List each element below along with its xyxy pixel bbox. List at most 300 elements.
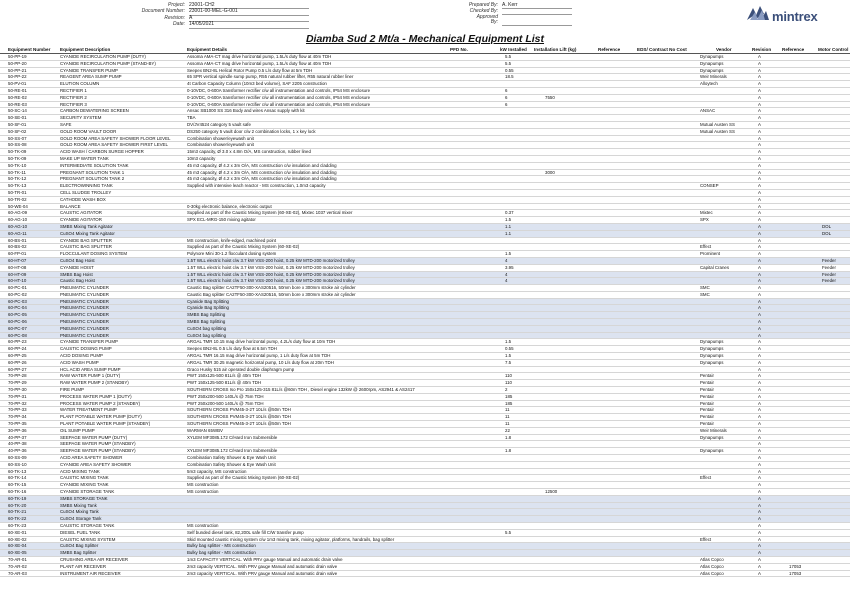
cell-equipment-details: Combination Safety Shower & Eye Wash Unit bbox=[187, 455, 276, 461]
table-row[interactable] bbox=[0, 414, 850, 421]
cell-vendor: Effect bbox=[700, 475, 712, 481]
cell-revision: A bbox=[758, 475, 761, 481]
cell-equipment-number: 50-RE-02 bbox=[8, 94, 27, 100]
table-row[interactable] bbox=[0, 231, 850, 238]
table-row[interactable] bbox=[0, 149, 850, 156]
cell-equipment-description: CuSO4 Bag Hoist bbox=[60, 257, 95, 263]
cell-equipment-number: 70-AR-01 bbox=[8, 556, 27, 562]
table-row[interactable] bbox=[0, 455, 850, 462]
cell-vendor: Dynapumps bbox=[700, 353, 724, 359]
cell-equipment-details: SPX ECL-MRG-150 mixing agitator bbox=[187, 217, 256, 223]
table-row[interactable] bbox=[0, 108, 850, 115]
table-row[interactable] bbox=[0, 353, 850, 360]
table-row[interactable] bbox=[0, 190, 850, 197]
table-row[interactable] bbox=[0, 197, 850, 204]
col-vendor: Vendor bbox=[716, 47, 732, 52]
cell-revision: A bbox=[758, 264, 761, 270]
cell-equipment-description: REAGENT AREA SUMP PUMP bbox=[60, 74, 122, 80]
cell-equipment-number: 50-TK-13 bbox=[8, 183, 27, 189]
cell-equipment-description: PLANT AIR RECEIVER bbox=[60, 563, 107, 569]
table-row[interactable] bbox=[0, 115, 850, 122]
cell-equipment-details: Combination shower/eyewash unit bbox=[187, 135, 254, 141]
cell-equipment-details: WARMAN 65WBV bbox=[187, 427, 223, 433]
cell-revision: A bbox=[758, 169, 761, 175]
table-row[interactable] bbox=[0, 319, 850, 326]
table-row[interactable] bbox=[0, 54, 850, 61]
cell-vendor: Alloytech bbox=[700, 81, 718, 87]
cell-equipment-details: Seepex BN2-8L Helical Rotor Pump 0.5 L/s duty flow at 5m TDH bbox=[187, 67, 313, 73]
cell-revision: A bbox=[758, 251, 761, 257]
cell-equipment-number: 60-TK-14 bbox=[8, 475, 27, 481]
table-row[interactable] bbox=[0, 441, 850, 448]
cell-equipment-number: 60-XE-05 bbox=[8, 550, 27, 556]
document-number-value: 23001-00-MEL-G-001 bbox=[189, 9, 309, 15]
cell-equipment-description: GOLD ROOM AREA SAFETY SHOWER FLOOR LEVEL bbox=[60, 135, 171, 141]
cell-equipment-description: PREGNANT SOLUTION TANK 1 bbox=[60, 169, 125, 175]
table-row[interactable] bbox=[0, 360, 850, 367]
revision-value: A bbox=[189, 16, 309, 22]
table-row[interactable] bbox=[0, 224, 850, 231]
cell-kw-installed: 6 bbox=[505, 101, 508, 107]
table-row[interactable] bbox=[0, 407, 850, 414]
table-row[interactable] bbox=[0, 503, 850, 510]
cell-revision: A bbox=[758, 482, 761, 488]
table-row[interactable] bbox=[0, 272, 850, 279]
table-row[interactable] bbox=[0, 401, 850, 408]
cell-equipment-details: CuSO4 bag splitting bbox=[187, 325, 227, 331]
cell-revision: A bbox=[758, 54, 761, 59]
cell-equipment-description: PNEUMATIC CYLINDER bbox=[60, 285, 109, 291]
cell-revision: A bbox=[758, 414, 761, 420]
cell-revision: A bbox=[758, 298, 761, 304]
table-row[interactable] bbox=[0, 387, 850, 394]
cell-equipment-description: CAUSTIC AGITATOR bbox=[60, 210, 102, 216]
table-header bbox=[0, 46, 850, 54]
cell-equipment-number: 50-SF-01 bbox=[8, 121, 27, 127]
cell-equipment-description: CYANIDE MIXING TANK bbox=[60, 482, 109, 488]
table-row[interactable] bbox=[0, 482, 850, 489]
cell-kw-installed: 110 bbox=[505, 380, 512, 386]
cell-equipment-description: FLOCCULANT DOSING SYSTEM bbox=[60, 251, 128, 257]
cell-equipment-description: SMBS Bag Hoist bbox=[60, 271, 93, 277]
table-row[interactable] bbox=[0, 516, 850, 523]
cell-equipment-details: Cyanide Bag Splitting bbox=[187, 305, 229, 311]
document-info bbox=[120, 3, 309, 29]
cell-revision: A bbox=[758, 529, 761, 535]
cell-equipment-description: CYANIDE HOIST bbox=[60, 264, 94, 270]
cell-equipment-number: 50-PV-01 bbox=[8, 81, 27, 87]
cell-revision: A bbox=[758, 162, 761, 168]
cell-equipment-description: CuSO4 Mixing Tank Agitator bbox=[60, 230, 115, 236]
cell-revision: A bbox=[758, 373, 761, 379]
table-row[interactable] bbox=[0, 421, 850, 428]
table-row[interactable] bbox=[0, 435, 850, 442]
cell-equipment-number: 60-PP-25 bbox=[8, 353, 27, 359]
cell-kw-installed: 1.1 bbox=[505, 223, 512, 229]
cell-revision: A bbox=[758, 536, 761, 542]
cell-equipment-description: SAFE bbox=[60, 121, 72, 127]
cell-vendor: Dynapumps bbox=[700, 434, 724, 440]
cell-equipment-description: RAW WATER PUMP 2 (STANDBY) bbox=[60, 380, 129, 386]
cell-equipment-description: CYANIDE AREA SAFETY SHOWER bbox=[60, 461, 132, 467]
cell-equipment-description: CYANIDE BAG SPLITTER bbox=[60, 237, 112, 243]
table-row[interactable] bbox=[0, 469, 850, 476]
cell-equipment-number: 60-PC-05 bbox=[8, 312, 27, 318]
cell-revision: A bbox=[758, 434, 761, 440]
cell-equipment-description: PLANT POTABLE WATER PUMP (DUTY) bbox=[60, 414, 142, 420]
table-row[interactable] bbox=[0, 346, 850, 353]
table-row[interactable] bbox=[0, 88, 850, 95]
cell-equipment-details: 2m3 capacity VERTICAL. With PRV gauge Manual and automatic drain valve bbox=[187, 563, 338, 569]
cell-equipment-number: 60-PC-06 bbox=[8, 319, 27, 325]
cell-equipment-details: SMBS Bag Splitting bbox=[187, 319, 226, 325]
cell-equipment-description: SMBS STORAGE TANK bbox=[60, 495, 108, 501]
mintrex-logo-mark-icon bbox=[744, 2, 770, 24]
cell-vendor: Dynapumps bbox=[700, 54, 724, 59]
cell-revision: A bbox=[758, 427, 761, 433]
table-row[interactable] bbox=[0, 394, 850, 401]
table-row[interactable] bbox=[0, 530, 850, 537]
cell-equipment-details: PWT 150x125-500 81L/s @ 40m TDH bbox=[187, 380, 262, 386]
table-row[interactable] bbox=[0, 292, 850, 299]
cell-kw-installed: 1.5 bbox=[505, 353, 512, 359]
table-row[interactable] bbox=[0, 170, 850, 177]
mintrex-logo bbox=[744, 2, 834, 26]
cell-equipment-description: SMBS Bag Splitter bbox=[60, 550, 97, 556]
cell-equipment-number: 60-PP-26 bbox=[8, 359, 27, 365]
cell-equipment-number: 60-XE-02 bbox=[8, 536, 27, 542]
cell-equipment-details: 0-30kg electronic balance, electronic output bbox=[187, 203, 272, 209]
cell-revision: A bbox=[758, 448, 761, 454]
cell-equipment-number: 60-XE-04 bbox=[8, 543, 27, 549]
cell-kw-installed: 3.95 bbox=[505, 264, 514, 270]
table-row[interactable] bbox=[0, 217, 850, 224]
table-row[interactable] bbox=[0, 571, 850, 578]
cell-installation-lift: 12500 bbox=[545, 489, 558, 494]
cell-equipment-description: ACID WASH PUMP bbox=[60, 359, 99, 365]
table-row[interactable] bbox=[0, 204, 850, 211]
cell-kw-installed: 5.5 bbox=[505, 54, 512, 59]
cell-equipment-description: PNEUMATIC CYLINDER bbox=[60, 325, 109, 331]
cell-equipment-description: FIRE PUMP bbox=[60, 387, 84, 393]
table-row[interactable] bbox=[0, 129, 850, 136]
cell-equipment-number: 50-TR-02 bbox=[8, 196, 27, 202]
cell-equipment-number: 40-PP-38 bbox=[8, 441, 27, 447]
table-row[interactable] bbox=[0, 68, 850, 75]
cell-vendor: Pentair bbox=[700, 393, 714, 399]
cell-equipment-number: 70-PP-32 bbox=[8, 400, 27, 406]
cell-equipment-number: 50-SC-14 bbox=[8, 108, 27, 114]
col-reference-2: Reference bbox=[782, 47, 805, 52]
cell-equipment-number: 50-TK-09 bbox=[8, 149, 27, 155]
cell-revision: A bbox=[758, 522, 761, 528]
cell-equipment-details: Supplied as part of the Caustic Mixing System (60-XE-02), Mixtec 1037 vertical mixer bbox=[187, 210, 353, 216]
table-row[interactable] bbox=[0, 156, 850, 163]
col-equipment-details: Equipment Details bbox=[187, 47, 228, 52]
cell-equipment-number: 60-HT-08 bbox=[8, 264, 27, 270]
cell-vendor: Atlas Copco bbox=[700, 570, 724, 576]
table-row[interactable] bbox=[0, 210, 850, 217]
cell-equipment-details: DS250 category 5 vault door c/w 2 combination locks, 1 x key lock bbox=[187, 128, 316, 134]
cell-vendor: SMC bbox=[700, 291, 710, 297]
cell-equipment-details: ARGAL TMR 30.25 magnetic horizontal pump, 10 L/s duty flow at 20m TDH bbox=[187, 359, 334, 365]
cell-vendor: Dynapumps bbox=[700, 339, 724, 345]
cell-equipment-details: Supplied as part of the Caustic Mixing System (60-XE-02) bbox=[187, 475, 300, 481]
table-row[interactable] bbox=[0, 428, 850, 435]
cell-revision: A bbox=[758, 74, 761, 80]
table-row[interactable] bbox=[0, 380, 850, 387]
table-row[interactable] bbox=[0, 326, 850, 333]
table-row[interactable] bbox=[0, 537, 850, 544]
cell-equipment-details: Cyanide Bag Splitting bbox=[187, 298, 229, 304]
cell-revision: A bbox=[758, 183, 761, 189]
table-row[interactable] bbox=[0, 163, 850, 170]
col-equipment-description: Equipment Description bbox=[60, 47, 111, 52]
table-row[interactable] bbox=[0, 496, 850, 503]
cell-revision: A bbox=[758, 339, 761, 345]
cell-equipment-number: 60-TK-22 bbox=[8, 516, 27, 522]
cell-motor-control: Feeder bbox=[822, 264, 836, 270]
cell-kw-installed: 4 bbox=[505, 257, 508, 263]
table-row[interactable] bbox=[0, 305, 850, 312]
table-row[interactable] bbox=[0, 557, 850, 564]
cell-revision: A bbox=[758, 291, 761, 297]
cell-equipment-number: 70-PP-33 bbox=[8, 407, 27, 413]
cell-equipment-number: 40-PP-37 bbox=[8, 434, 27, 440]
table-row[interactable] bbox=[0, 523, 850, 530]
cell-equipment-description: CuSO4 Storage Tank bbox=[60, 516, 102, 522]
table-row[interactable] bbox=[0, 278, 850, 285]
cell-revision: A bbox=[758, 176, 761, 182]
cell-equipment-number: 60-PC-01 bbox=[8, 285, 27, 291]
cell-equipment-number: 60-PP-24 bbox=[8, 346, 27, 352]
cell-equipment-number: 60-PP-27 bbox=[8, 366, 27, 372]
table-row[interactable] bbox=[0, 122, 850, 129]
cell-equipment-details: 0-10VDC, 0-600A transformer rectifier c/w all instrumentation and controls, IP54 MS enclosure bbox=[187, 94, 371, 100]
cell-vendor: Mutual Austen SS bbox=[700, 121, 735, 127]
cell-vendor: SPX bbox=[700, 217, 709, 223]
table-row[interactable] bbox=[0, 462, 850, 469]
table-row[interactable] bbox=[0, 299, 850, 306]
cell-equipment-number: 60-TK-23 bbox=[8, 522, 27, 528]
cell-equipment-description: SMBS Mixing Tank bbox=[60, 502, 97, 508]
cell-kw-installed: 0.55 bbox=[505, 67, 514, 73]
cell-equipment-description: BALANCE bbox=[60, 203, 81, 209]
table-row[interactable] bbox=[0, 176, 850, 183]
page-title: Diamba Sud 2 Mt/a - Mechanical Equipment List bbox=[305, 33, 545, 45]
cell-equipment-number: 70-PP-31 bbox=[8, 393, 27, 399]
cell-equipment-description: PROCESS WATER PUMP 2 (STANDBY) bbox=[60, 400, 141, 406]
cell-kw-installed: 4 bbox=[505, 278, 508, 284]
cell-equipment-number: 70-AR-03 bbox=[8, 570, 27, 576]
cell-equipment-number: 60-HT-07 bbox=[8, 257, 27, 263]
cell-equipment-details: 1.5T WLL electric hoist c/w 3.7 kW VSS-200 hoist, 0.25 kW MTD-200 motorized trolley bbox=[187, 257, 355, 263]
cell-vendor: CONSEP bbox=[700, 183, 719, 189]
cell-vendor: ANSAC bbox=[700, 108, 716, 114]
table-row[interactable] bbox=[0, 550, 850, 557]
date-value: 14/05/2021 bbox=[189, 22, 309, 28]
table-row[interactable] bbox=[0, 258, 850, 265]
cell-kw-installed: 7.5 bbox=[505, 359, 512, 365]
cell-equipment-number: 60-PP-23 bbox=[8, 339, 27, 345]
cell-vendor: Capital Cranes bbox=[700, 264, 730, 270]
cell-kw-installed: 1.8 bbox=[505, 448, 512, 454]
cell-revision: A bbox=[758, 149, 761, 155]
cell-equipment-description: OIL SUMP PUMP bbox=[60, 427, 95, 433]
cell-equipment-description: CYANIDE STORAGE TANK bbox=[60, 489, 115, 494]
cell-motor-control: Feeder bbox=[822, 271, 836, 277]
table-row[interactable] bbox=[0, 61, 850, 68]
cell-revision: A bbox=[758, 271, 761, 277]
cell-kw-installed: 0.37 bbox=[505, 210, 514, 216]
cell-revision: A bbox=[758, 387, 761, 393]
cell-kw-installed: 11 bbox=[505, 421, 510, 427]
project-value: 23001-CH2 bbox=[189, 3, 309, 9]
table-row[interactable] bbox=[0, 564, 850, 571]
cell-equipment-number: 60-SS-10 bbox=[8, 461, 27, 467]
cell-equipment-description: CuSO4 Mixing Tank bbox=[60, 509, 99, 515]
table-row[interactable] bbox=[0, 136, 850, 143]
cell-vendor: Pentair bbox=[700, 380, 714, 386]
table-row[interactable] bbox=[0, 74, 850, 81]
cell-equipment-description: CELL SLUDGE TROLLEY bbox=[60, 189, 112, 195]
cell-equipment-details: 0-10VDC, 0-600A transformer rectifier c/w all instrumentation and controls, IP54 MS enclosure bbox=[187, 101, 371, 107]
cell-equipment-number: 50-SS-07 bbox=[8, 135, 27, 141]
cell-equipment-details: DV/JV4524 category 5 vault safe bbox=[187, 121, 251, 127]
table-row[interactable] bbox=[0, 95, 850, 102]
table-row[interactable] bbox=[0, 475, 850, 482]
table-row[interactable] bbox=[0, 543, 850, 550]
cell-revision: A bbox=[758, 393, 761, 399]
table-row[interactable] bbox=[0, 238, 850, 245]
cell-vendor: Weir Minerals bbox=[700, 74, 727, 80]
cell-equipment-description: CRUSHING AREA AIR RECEIVER bbox=[60, 556, 129, 562]
prepared-by-value: A. Kerr bbox=[502, 3, 572, 9]
table-row[interactable] bbox=[0, 339, 850, 346]
cell-equipment-details: PWT 250x200-500 140L/s @ 75m TDH bbox=[187, 400, 264, 406]
cell-equipment-details: Graco Husky 515 air operated double diaphragm pump bbox=[187, 366, 295, 372]
table-row[interactable] bbox=[0, 285, 850, 292]
cell-revision: A bbox=[758, 502, 761, 508]
cell-revision: A bbox=[758, 210, 761, 216]
table-row[interactable] bbox=[0, 102, 850, 109]
cell-revision: A bbox=[758, 400, 761, 406]
cell-equipment-details: SOUTHERN CROSS PVM45-3-2T 10L/s @50m TDH bbox=[187, 421, 291, 427]
cell-revision: A bbox=[758, 121, 761, 127]
cell-revision: A bbox=[758, 155, 761, 161]
cell-equipment-description: DIESEL FUEL TANK bbox=[60, 529, 101, 535]
table-row[interactable] bbox=[0, 333, 850, 340]
cell-equipment-number: 60-TK-15 bbox=[8, 482, 27, 488]
cell-kw-installed: 18.5 bbox=[505, 74, 514, 80]
cell-equipment-number: 50-TK-11 bbox=[8, 169, 26, 175]
cell-revision: A bbox=[758, 189, 761, 195]
table-row[interactable] bbox=[0, 448, 850, 455]
table-row[interactable] bbox=[0, 265, 850, 272]
table-row[interactable] bbox=[0, 312, 850, 319]
cell-equipment-description: HCL ACID AREA SUMP PUMP bbox=[60, 366, 121, 372]
cell-equipment-number: 50-TK-12 bbox=[8, 176, 27, 182]
cell-equipment-number: 50-TR-01 bbox=[8, 189, 27, 195]
cell-revision: A bbox=[758, 312, 761, 318]
cell-equipment-number: 60-AG-11 bbox=[8, 230, 27, 236]
cell-kw-installed: 6 bbox=[505, 94, 508, 100]
cell-equipment-number: 60-TK-21 bbox=[8, 509, 27, 515]
table-row[interactable] bbox=[0, 509, 850, 516]
table-row[interactable] bbox=[0, 367, 850, 374]
cell-equipment-number: 50-PP-22 bbox=[8, 74, 27, 80]
cell-kw-installed: 5.5 bbox=[505, 529, 512, 535]
cell-equipment-number: 30-PP-36 bbox=[8, 427, 27, 433]
date-label: Date: bbox=[173, 21, 185, 28]
cell-equipment-number: 70-PP-34 bbox=[8, 414, 27, 420]
col-revision: Revision bbox=[752, 47, 772, 52]
cell-revision: A bbox=[758, 332, 761, 338]
cell-equipment-number: 60-TK-16 bbox=[8, 489, 27, 494]
cell-equipment-description: CAUSTIC STORAGE TANK bbox=[60, 522, 115, 528]
table-row[interactable] bbox=[0, 183, 850, 190]
table-row[interactable] bbox=[0, 142, 850, 149]
cell-revision: A bbox=[758, 94, 761, 100]
cell-revision: A bbox=[758, 319, 761, 325]
col-eds-contract: EDS/ Contract No Cost bbox=[637, 47, 687, 52]
cell-equipment-details: Combination Safety Shower & Eye Wash Unit bbox=[187, 461, 276, 467]
cell-equipment-description: GOLD ROOM AREA SAFETY SHOWER FIRST LEVEL bbox=[60, 142, 168, 148]
cell-equipment-details: 10m3 capacity bbox=[187, 155, 216, 161]
cell-equipment-details: 45 m3 capacity, Ø 4.2 x 3m O/A, MS construction c/w insulation and cladding bbox=[187, 169, 337, 175]
cell-equipment-details: Bulky bag splitter - MS construction bbox=[187, 543, 256, 549]
cell-revision: A bbox=[758, 101, 761, 107]
cell-revision: A bbox=[758, 489, 761, 494]
table-row[interactable] bbox=[0, 81, 850, 88]
cell-equipment-details: 0-10VDC, 0-600A transformer rectifier c/w all instrumentation and controls, IP54 MS enclosure bbox=[187, 87, 371, 93]
cell-motor-control: Feeder bbox=[822, 278, 836, 284]
cell-equipment-details: XYLEM MF3085.172 C/Hard Iron Submersible bbox=[187, 434, 278, 440]
cell-revision: A bbox=[758, 142, 761, 148]
cell-revision: A bbox=[758, 244, 761, 250]
cell-equipment-details: 2m3 capacity VERTICAL. With PRV gauge Manual and automatic drain valve bbox=[187, 570, 338, 576]
cell-vendor: Pentair bbox=[700, 373, 714, 379]
cell-equipment-number: 50-SE-01 bbox=[8, 115, 27, 121]
table-row[interactable] bbox=[0, 251, 850, 258]
cell-revision: A bbox=[758, 135, 761, 141]
cell-equipment-description: MAKE UP WATER TANK bbox=[60, 155, 109, 161]
cell-equipment-description: PNEUMATIC CYLINDER bbox=[60, 291, 109, 297]
cell-revision: A bbox=[758, 87, 761, 93]
cell-vendor: Effect bbox=[700, 536, 712, 542]
cell-equipment-number: 60-HT-09 bbox=[8, 271, 27, 277]
cell-equipment-details: Seepex BN2-8L 0.5 L/s duty flow at 6.5m TDH bbox=[187, 346, 277, 352]
cell-vendor: Dynapumps bbox=[700, 359, 724, 365]
cell-equipment-number: 60-AG-10 bbox=[8, 223, 28, 229]
cell-equipment-description: PNEUMATIC CYLINDER bbox=[60, 305, 109, 311]
document-number-label: Document Number: bbox=[141, 8, 185, 15]
table-row[interactable] bbox=[0, 244, 850, 251]
table-row[interactable] bbox=[0, 373, 850, 380]
cell-equipment-number: 60-TK-20 bbox=[8, 502, 27, 508]
cell-equipment-number: 50-PP-20 bbox=[8, 60, 27, 66]
cell-equipment-description: CAUSTIC BAG SPLITTER bbox=[60, 244, 112, 250]
approval-info bbox=[468, 3, 572, 26]
cell-equipment-description: SECURITY SYSTEM bbox=[60, 115, 102, 121]
cell-revision: A bbox=[758, 366, 761, 372]
table-row[interactable] bbox=[0, 489, 850, 496]
cell-equipment-description: SMBS Mixing Tank Agitator bbox=[60, 223, 113, 229]
cell-revision: A bbox=[758, 461, 761, 467]
cell-vendor: Prominent bbox=[700, 251, 721, 257]
revision-label: Revision: bbox=[164, 14, 185, 21]
cell-vendor: Dynapumps bbox=[700, 448, 724, 454]
